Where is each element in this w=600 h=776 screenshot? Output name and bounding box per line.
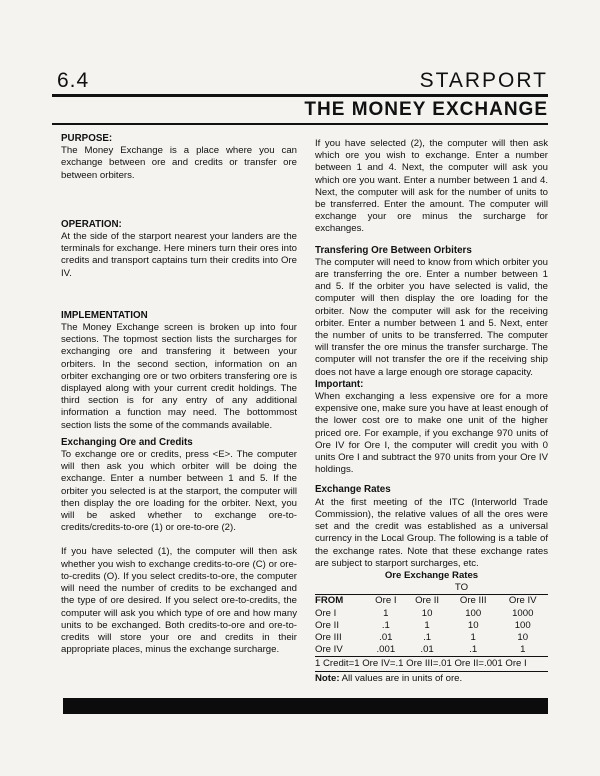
- rate-cell: 10: [467, 619, 479, 631]
- right-column: [315, 138, 548, 685]
- table-note: [315, 671, 548, 685]
- row-label: Ore II: [315, 619, 339, 631]
- chapter-title: STARPORT: [419, 69, 548, 92]
- header-rule: [52, 94, 548, 97]
- section-number: 6.4: [57, 69, 90, 92]
- rate-cell: 1000: [512, 607, 534, 619]
- operation-heading: OPERATION:: [61, 218, 122, 230]
- table-row: [315, 620, 548, 632]
- table-row: [315, 608, 548, 620]
- rate-cell: .1: [381, 619, 390, 631]
- rate-cell: 1: [470, 631, 476, 643]
- selected1-text: If you have selected (1), the computer will then ask whether you wish to exchange credits-to-ore (C) or ore-to-credits (O). If you select credits-to-ore, the computer will need the number of credits to be exchanged and the type of ore desired. If you select ore-to-credits, the computer will ask you which type of ore and how many units to be exchanged. Both credits-to-ore and ore-to-credits will store your ore and credits in their appropriate places, minus the exchange surcharge.: [61, 546, 297, 656]
- column-header: Ore IV: [508, 595, 537, 607]
- rate-cell: .001: [376, 644, 396, 656]
- rates-heading: Exchange Rates: [315, 484, 391, 496]
- implementation-heading: IMPLEMENTATION: [61, 309, 148, 321]
- rate-cell: 1: [383, 607, 389, 619]
- rate-cell: 10: [421, 607, 433, 619]
- rates-text: At the first meeting of the ITC (Interworld Trade Commission), the relative values of all the ores were set and the credit was established as a universal currency in the Local Group. The following is a table of the exchange rates. Note that these exchange rates are subject to starport surcharges, etc.: [315, 496, 548, 569]
- row-label: Ore III: [315, 631, 342, 643]
- rate-cell: .01: [420, 644, 434, 656]
- operation-text: At the side of the starport nearest your landers are the terminals for exchange. Here miners turn their ores into credits and transport captains turn their credits into Ore IV.: [61, 231, 297, 279]
- credit-formula: 1 Credit=1 Ore IV=.1 Ore III=.01 Ore II=.001 Ore I: [315, 656, 548, 670]
- table-row: [315, 644, 548, 656]
- implementation-text: The Money Exchange screen is broken up into four sections. The topmost section lists the surcharges for exchanging ore and transfering it between your orbiters. In the second section, information on an orbiter exchanging ore or two orbiters transfering ore is displayed along with your current credit holdings. The third section is for any entry of any additional information a function may need. The bottommost section lists the some of the commands available.: [61, 322, 297, 431]
- note-label: Note:: [315, 672, 340, 684]
- rate-cell: 1: [424, 619, 430, 631]
- selected2-text: If you have selected (2), the computer will then ask which ore you wish to exchange. Enter a number between 1 and 4. Next, the computer will ask you which ore you want. Enter a number between 1 and 4. Next, the computer will ask for the number of units to be transferred. Enter the amount. The computer will exchange your ore minus the surcharge for exchanges.: [315, 138, 548, 235]
- column-header: Ore II: [415, 595, 440, 607]
- rate-cell: 100: [514, 619, 531, 631]
- important-heading: Important:: [315, 378, 364, 390]
- important-text: When exchanging a less expensive ore for a more expensive one, make sure you have at least enough of the lower cost ore to make one unit of the higher priced ore. For example, if you exchange 970 units of Ore IV for Ore I, the computer will credit you with 0 units Ore I and subtract the 970 units from your Ore IV holdings.: [315, 391, 548, 476]
- row-label: Ore IV: [315, 644, 343, 656]
- rate-cell: 1: [520, 644, 526, 656]
- transfering-text: The computer will need to know from which orbiter you are transferring the ore. Enter a number between 1 and 5. If the orbiter you have selected is valid, the computer will then display the ore loading for the orbiter. Now the computer will ask for the receiving orbiter. Enter a number between 1 and 5. Next, enter the number of units to be transferred. The computer will transfer the ore minus the transfer surcharge. The computer will not transfer the ore if the receiving ship does not have a large enough ore storage capacity.: [315, 256, 548, 378]
- purpose-text: The Money Exchange is a place where you can exchange between ore and credits or transfer ore between orbiters.: [61, 145, 297, 181]
- title-rule: [52, 123, 548, 125]
- exchanging-heading: Exchanging Ore and Credits: [61, 436, 193, 448]
- page-title: THE MONEY EXCHANGE: [304, 99, 548, 120]
- column-header: Ore III: [459, 595, 487, 607]
- left-column: [61, 133, 297, 656]
- rates-table-caption: Ore Exchange Rates: [384, 569, 479, 581]
- exchanging-text: To exchange ore or credits, press <E>. The computer will then ask you which orbiter will be doing the exchange. Enter a number between 1 and 5. If the orbiter you selected is at the starport, the computer will then display the ore loading for the orbiter. Next, you will be asked whether to exchange ore-to-credits/credits-to-ore (1) or ore-to-ore (2).: [61, 449, 297, 534]
- column-header: Ore I: [375, 595, 397, 607]
- rates-table: [315, 582, 548, 656]
- table-row: [315, 632, 548, 644]
- rate-cell: 10: [517, 631, 529, 643]
- note-text: All values are in units of ore.: [341, 672, 463, 684]
- footer-bar: [63, 698, 548, 714]
- rate-cell: 100: [465, 607, 482, 619]
- to-label: TO: [454, 582, 469, 594]
- transfering-heading: Transfering Ore Between Orbiters: [315, 244, 472, 256]
- from-label: FROM: [315, 595, 344, 607]
- rate-cell: .1: [423, 631, 432, 643]
- rate-cell: .1: [469, 644, 478, 656]
- purpose-heading: PURPOSE:: [61, 133, 113, 144]
- row-label: Ore I: [315, 607, 337, 619]
- rate-cell: .01: [379, 631, 393, 643]
